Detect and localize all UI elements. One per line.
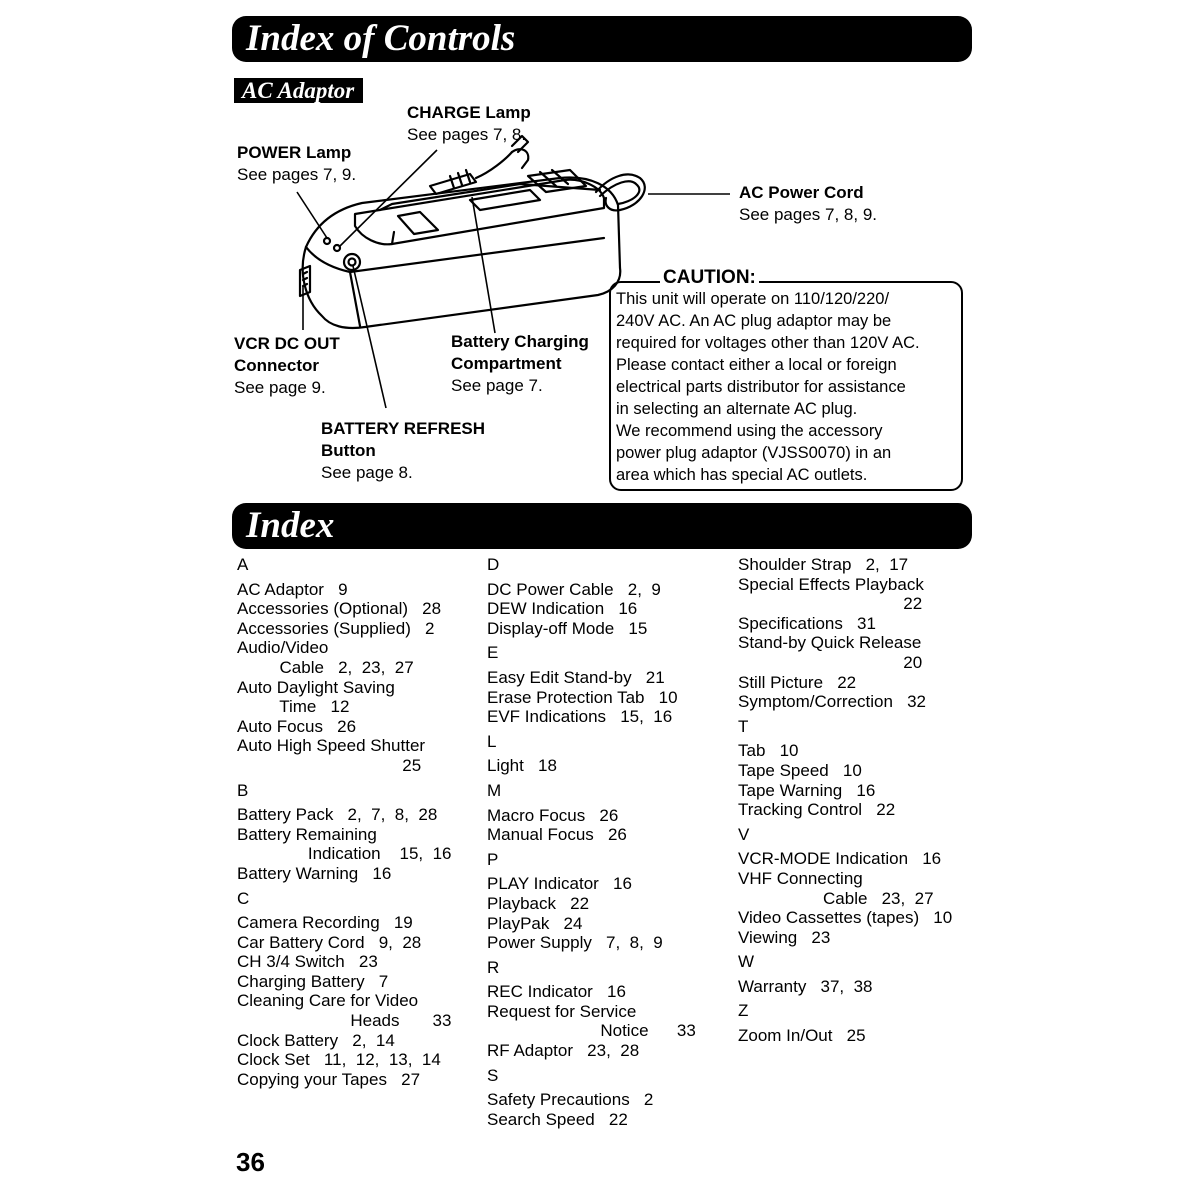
index-entry: RF Adaptor 23, 28 <box>487 1041 640 1061</box>
index-entry: Search Speed 22 <box>487 1109 628 1129</box>
index-entry: Stand-by Quick Release <box>738 633 922 653</box>
index-entry: Auto Focus 26 <box>237 716 357 736</box>
battery-refresh-ref: See page 8. <box>321 463 413 482</box>
ac-power-cord-label: AC Power Cord <box>739 183 864 202</box>
index-letter-heading: L <box>487 731 497 751</box>
battery-charging-label-1: Battery Charging <box>451 332 589 351</box>
caution-line: This unit will operate on 110/120/220/ <box>616 290 890 308</box>
index-letter-heading: R <box>487 957 500 977</box>
index-letter-heading: D <box>487 555 500 574</box>
index-letter-heading: T <box>738 716 749 736</box>
page-title: Index of Controls <box>246 18 516 59</box>
power-lamp-callout <box>237 142 356 186</box>
power-lamp-label: POWER Lamp <box>237 143 352 162</box>
caution-line: area which has special AC outlets. <box>616 466 868 484</box>
index-entry: Accessories (Supplied) 2 <box>237 618 435 638</box>
index-entry: Video Cassettes (tapes) 10 <box>738 908 953 928</box>
index-entry: 25 <box>237 755 422 775</box>
index-letter-heading: V <box>738 824 750 844</box>
power-lamp-ref: See pages 7, 9. <box>237 165 357 184</box>
index-entry: Power Supply 7, 8, 9 <box>487 933 663 953</box>
index-entry: Auto Daylight Saving <box>237 677 395 697</box>
index-entry: Time 12 <box>237 697 350 717</box>
index-letter-heading: W <box>738 952 755 972</box>
index-entry: Heads 33 <box>237 1011 452 1031</box>
index-entry: Audio/Video <box>237 638 329 658</box>
ac-power-cord-ref: See pages 7, 8, 9. <box>739 205 877 224</box>
index-entry: 22 <box>738 594 923 614</box>
ac-adaptor-heading: AC Adaptor <box>234 78 363 103</box>
vcr-dc-out-ref: See page 9. <box>234 378 326 397</box>
index-entry: Zoom In/Out 25 <box>738 1026 866 1046</box>
index-entry: Playback 22 <box>487 893 590 913</box>
index-letter-heading: C <box>237 888 250 908</box>
power-lamp-leader <box>297 192 327 238</box>
battery-refresh-button <box>344 254 360 270</box>
index-entry: Display-off Mode 15 <box>487 618 648 638</box>
caution-title: CAUTION: <box>660 266 759 290</box>
battery-charging-ref: See page 7. <box>451 376 543 395</box>
index-entry: Battery Pack 2, 7, 8, 28 <box>237 805 438 825</box>
index-entry: Cable 23, 27 <box>738 888 934 908</box>
index-entry: Shoulder Strap 2, 17 <box>738 555 909 574</box>
index-entry: Cleaning Care for Video <box>237 991 419 1011</box>
index-letter-heading: P <box>487 849 499 869</box>
caution-line: We recommend using the accessory <box>616 422 883 440</box>
index-entry: Viewing 23 <box>738 927 831 947</box>
vcr-dc-out-label-1: VCR DC OUT <box>234 334 340 353</box>
index-letter-heading: S <box>487 1065 499 1085</box>
index-column-2 <box>487 555 696 1129</box>
index-letter-heading: B <box>237 780 249 800</box>
caution-line: in selecting an alternate AC plug. <box>616 400 858 418</box>
ac-power-cord-callout <box>739 182 877 226</box>
index-letter-heading: E <box>487 643 499 663</box>
index-entry: Symptom/Correction 32 <box>738 692 927 712</box>
index-entry: AC Adaptor 9 <box>237 579 348 599</box>
index-entry: Warranty 37, 38 <box>738 976 873 996</box>
index-entry: Clock Battery 2, 14 <box>237 1030 395 1050</box>
battery-refresh-label-1: BATTERY REFRESH <box>321 419 486 438</box>
index-letter-heading: M <box>487 780 502 800</box>
battery-charging-callout <box>451 331 589 397</box>
charge-lamp-ref: See pages 7, 8. <box>407 125 527 144</box>
caution-text <box>616 288 962 486</box>
index-entry: Manual Focus 26 <box>487 825 627 845</box>
index-entry: Notice 33 <box>487 1021 696 1041</box>
index-entry: Accessories (Optional) 28 <box>237 599 442 619</box>
index-entry: Erase Protection Tab 10 <box>487 687 678 707</box>
index-entry: PLAY Indicator 16 <box>487 874 632 894</box>
index-entry: Charging Battery 7 <box>237 971 389 991</box>
index-column-1 <box>237 555 452 1089</box>
index-entry: Easy Edit Stand-by 21 <box>487 667 665 687</box>
index-entry: REC Indicator 16 <box>487 982 626 1002</box>
caution-line: required for voltages other than 120V AC. <box>616 334 920 352</box>
index-title: Index <box>246 505 335 546</box>
index-entry: VCR-MODE Indication 16 <box>738 849 942 869</box>
index-entry: Tab 10 <box>738 741 799 761</box>
index-entry: DC Power Cable 2, 9 <box>487 579 661 599</box>
index-entry: Still Picture 22 <box>738 672 857 692</box>
vcr-dc-out-callout <box>234 333 340 399</box>
index-entry: Indication 15, 16 <box>237 844 452 864</box>
charge-lamp-label: CHARGE Lamp <box>407 103 531 122</box>
index-banner <box>232 503 972 549</box>
battery-charging-label-2: Compartment <box>451 354 562 373</box>
index-entry: Light 18 <box>487 756 557 776</box>
caution-line: Please contact either a local or foreign <box>616 356 897 374</box>
index-entry: Tape Warning 16 <box>738 780 876 800</box>
battery-refresh-leader <box>353 266 386 408</box>
caution-line: power plug adaptor (VJSS0070) in an <box>616 444 892 462</box>
index-entry: Clock Set 11, 12, 13, 14 <box>237 1050 441 1070</box>
index-entry: EVF Indications 15, 16 <box>487 707 673 727</box>
caution-line: electrical parts distributor for assistance <box>616 378 906 396</box>
index-entry: Battery Remaining <box>237 824 377 844</box>
index-entry: Request for Service <box>487 1001 637 1021</box>
index-letter-heading: A <box>237 555 249 574</box>
index-entry: Tape Speed 10 <box>738 760 862 780</box>
index-entry: Macro Focus 26 <box>487 805 619 825</box>
index-entry: Specifications 31 <box>738 613 876 633</box>
index-entry: CH 3/4 Switch 23 <box>237 952 378 972</box>
charge-lamp-callout <box>407 102 531 146</box>
index-entry: Cable 2, 23, 27 <box>237 657 414 677</box>
index-entry: 20 <box>738 652 923 672</box>
index-entry: PlayPak 24 <box>487 913 583 933</box>
index-entry: Auto High Speed Shutter <box>237 736 426 756</box>
index-entry: Special Effects Playback <box>738 574 924 594</box>
index-letter-heading: Z <box>738 1001 749 1021</box>
index-entry: Safety Precautions 2 <box>487 1090 654 1110</box>
index-entry: VHF Connecting <box>738 868 863 888</box>
index-entry: DEW Indication 16 <box>487 599 638 619</box>
index-entry: Copying your Tapes 27 <box>237 1069 421 1089</box>
battery-refresh-label-2: Button <box>321 441 376 460</box>
battery-refresh-callout <box>321 418 485 484</box>
index-entry: Battery Warning 16 <box>237 863 392 883</box>
index-entry: Camera Recording 19 <box>237 913 413 933</box>
index-column-3 <box>738 555 952 1046</box>
index-entry: Tracking Control 22 <box>738 800 896 820</box>
adaptor-body <box>303 178 621 328</box>
vcr-dc-out-label-2: Connector <box>234 356 319 375</box>
vcr-dc-out-connector <box>300 266 310 296</box>
page-number: 36 <box>236 1147 265 1177</box>
index-entry: Car Battery Cord 9, 28 <box>237 932 422 952</box>
caution-line: 240V AC. An AC plug adaptor may be <box>616 312 892 330</box>
